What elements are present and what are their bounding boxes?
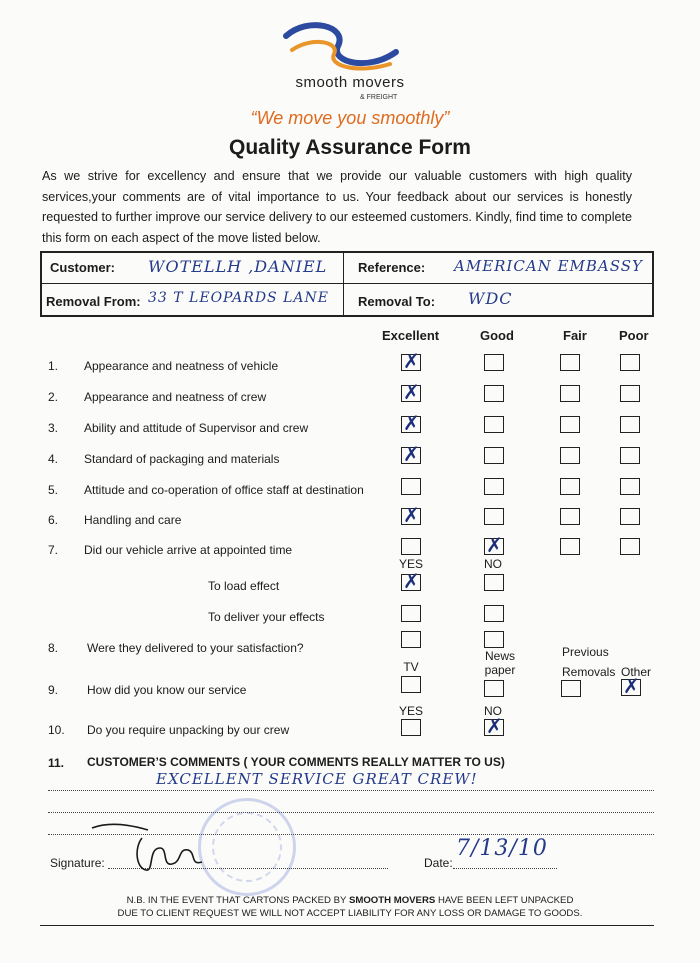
question-text: Did our vehicle arrive at appointed time <box>84 543 293 557</box>
removals-label: Removals <box>562 665 616 679</box>
other-label: Other <box>621 665 652 679</box>
deliver-effects-label: To deliver your effects <box>208 610 325 624</box>
removal-to-label: Removal To: <box>358 294 436 309</box>
rating-checkbox-fair[interactable] <box>560 508 580 525</box>
source-previous-removals-checkbox[interactable] <box>561 680 581 697</box>
customer-label: Customer: <box>50 260 116 275</box>
notice-text: DUE TO CLIENT REQUEST WE WILL NOT ACCEPT LIABILITY FOR ANY LOSS OR DAMAGE TO GOODS. <box>117 908 583 919</box>
column-excellent: Excellent <box>382 328 440 343</box>
signature-scribble[interactable] <box>88 818 228 876</box>
yes-label: YES <box>398 557 423 571</box>
news-label: News <box>484 649 515 663</box>
customer-value[interactable]: WOTELLH ,DANIEL <box>148 257 328 276</box>
slogan: “We move you smoothly” <box>250 108 450 128</box>
rating-checkbox-good[interactable] <box>484 478 504 495</box>
no-label: NO <box>484 557 502 571</box>
rating-checkbox-fair[interactable] <box>560 478 580 495</box>
load-effect-label: To load effect <box>208 579 280 593</box>
rating-checkbox-excellent[interactable] <box>401 538 421 555</box>
rating-checkbox-poor[interactable] <box>620 385 640 402</box>
customer-info-table <box>40 251 654 317</box>
question-text: Standard of packaging and materials <box>84 452 280 466</box>
question-number: 8. <box>48 641 59 655</box>
brand-name: smooth movers <box>295 74 405 91</box>
rating-checkbox-poor[interactable] <box>620 508 640 525</box>
load-yes-checkbox[interactable] <box>401 574 421 591</box>
liability-notice <box>0 894 700 920</box>
rating-checkbox-fair[interactable] <box>560 447 580 464</box>
source-other-checkbox[interactable] <box>621 679 641 696</box>
paper-label: paper <box>484 663 516 677</box>
column-good: Good <box>480 328 514 343</box>
notice-text: HAVE BEEN LEFT UNPACKED <box>437 895 574 906</box>
rating-checkbox-good[interactable] <box>484 354 504 371</box>
question-number: 7. <box>48 543 59 557</box>
question-text: Appearance and neatness of vehicle <box>84 359 279 373</box>
removal-from-value[interactable]: 33 T LEOPARDS LANE <box>148 290 329 306</box>
rating-checkbox-good[interactable] <box>484 447 504 464</box>
question-number: 11. <box>48 756 65 770</box>
rating-checkbox-good[interactable] <box>484 416 504 433</box>
previous-label: Previous <box>562 645 609 659</box>
table-divider <box>42 283 652 284</box>
rating-checkbox-fair[interactable] <box>560 416 580 433</box>
comments-subtitle: ( YOUR COMMENTS REALLY MATTER TO US) <box>243 755 505 769</box>
removal-to-value[interactable]: WDC <box>468 289 513 308</box>
question-number: 10. <box>48 723 65 737</box>
load-no-checkbox[interactable] <box>484 574 504 591</box>
deliver-yes-checkbox[interactable] <box>401 605 421 622</box>
question-text: Were they delivered to your satisfaction? <box>87 641 304 655</box>
removal-from-label: Removal From: <box>46 294 141 309</box>
rating-checkbox-excellent[interactable] <box>401 354 421 371</box>
rating-checkbox-good[interactable] <box>484 538 504 555</box>
rating-checkbox-excellent[interactable] <box>401 385 421 402</box>
rating-checkbox-excellent[interactable] <box>401 508 421 525</box>
rating-checkbox-fair[interactable] <box>560 385 580 402</box>
question-number: 6. <box>48 513 59 527</box>
comment-line <box>48 812 654 813</box>
source-tv-checkbox[interactable] <box>401 676 421 693</box>
notice-brand: SMOOTH MOVERS <box>348 895 436 906</box>
customer-comment[interactable]: EXCELLENT SERVICE GREAT CREW! <box>156 770 478 788</box>
company-logo <box>278 16 402 80</box>
rating-checkbox-fair[interactable] <box>560 538 580 555</box>
deliver-no-checkbox[interactable] <box>484 605 504 622</box>
question-number: 3. <box>48 421 59 435</box>
date-line <box>453 868 557 869</box>
intro-paragraph: As we strive for excellency and ensure that we provide our valuable customers with high quality services,your comments are of vital importance to us. Your feedback about our services is honestly requested to further improve our service delivery to our esteemed customers. Kindly, find time to complete this form on each aspect of the move listed below. <box>42 169 632 245</box>
rating-checkbox-good[interactable] <box>484 508 504 525</box>
question-text: Appearance and neatness of crew <box>84 390 267 404</box>
comments-heading <box>87 755 505 769</box>
rating-checkbox-excellent[interactable] <box>401 478 421 495</box>
rating-checkbox-poor[interactable] <box>620 538 640 555</box>
tv-label: TV <box>403 660 419 674</box>
signature-label: Signature: <box>50 856 105 870</box>
satisfaction-no-checkbox[interactable] <box>484 631 504 648</box>
rating-checkbox-excellent[interactable] <box>401 447 421 464</box>
rating-checkbox-fair[interactable] <box>560 354 580 371</box>
question-number: 4. <box>48 452 59 466</box>
date-label: Date: <box>424 856 453 870</box>
rating-checkbox-poor[interactable] <box>620 416 640 433</box>
table-divider <box>343 253 344 315</box>
unpacking-yes-checkbox[interactable] <box>401 719 421 736</box>
question-text: Ability and attitude of Supervisor and crew <box>84 421 309 435</box>
rating-checkbox-excellent[interactable] <box>401 416 421 433</box>
comment-line <box>48 790 654 791</box>
question-number: 9. <box>48 683 59 697</box>
rating-checkbox-poor[interactable] <box>620 354 640 371</box>
rating-checkbox-poor[interactable] <box>620 447 640 464</box>
column-fair: Fair <box>563 328 587 343</box>
bottom-rule <box>40 925 654 926</box>
rating-checkbox-good[interactable] <box>484 385 504 402</box>
no-label: NO <box>484 704 502 718</box>
question-text: Do you require unpacking by our crew <box>87 723 290 737</box>
question-number: 5. <box>48 483 59 497</box>
reference-label: Reference: <box>358 260 426 275</box>
question-number: 1. <box>48 359 59 373</box>
satisfaction-yes-checkbox[interactable] <box>401 631 421 648</box>
rating-checkbox-poor[interactable] <box>620 478 640 495</box>
date-value[interactable]: 7/13/10 <box>456 836 548 861</box>
question-text: Attitude and co-operation of office staff at destination <box>84 483 364 497</box>
source-newspaper-checkbox[interactable] <box>484 680 504 697</box>
reference-value[interactable]: AMERICAN EMBASSY <box>454 257 643 275</box>
question-number: 2. <box>48 390 59 404</box>
column-poor: Poor <box>619 328 649 343</box>
yes-label: YES <box>398 704 423 718</box>
brand-subtitle: & FREIGHT <box>360 94 398 101</box>
unpacking-no-checkbox[interactable] <box>484 719 504 736</box>
form-title: Quality Assurance Form <box>229 136 471 159</box>
question-text: Handling and care <box>84 513 182 527</box>
notice-text: N.B. IN THE EVENT THAT CARTONS PACKED BY <box>126 895 347 906</box>
comments-title: CUSTOMER’S COMMENTS <box>87 755 241 769</box>
question-text: How did you know our service <box>87 683 247 697</box>
